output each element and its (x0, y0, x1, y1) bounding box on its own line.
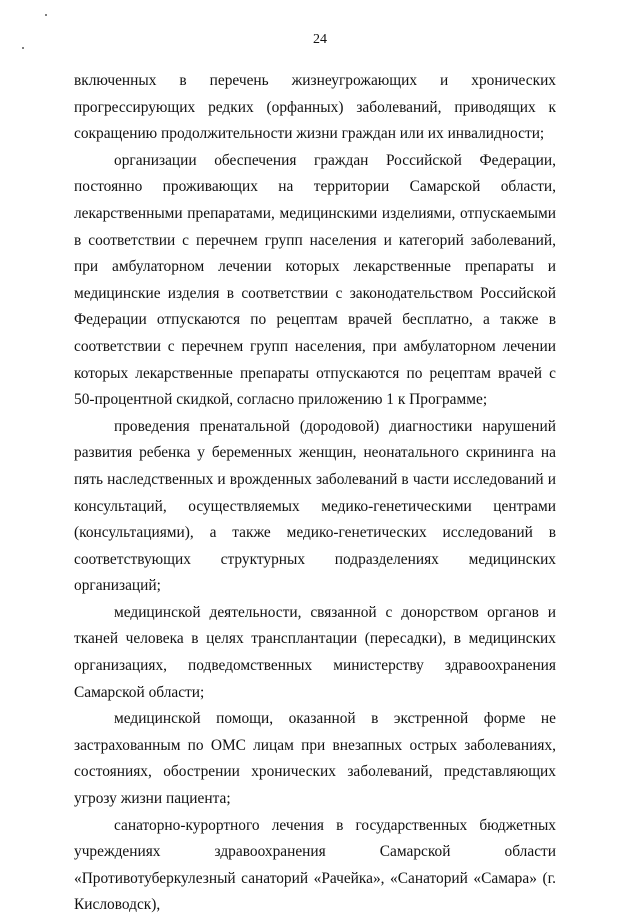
page-number: 24 (313, 32, 327, 47)
document-body (74, 68, 556, 919)
paragraph-prenatal-diagnostics: проведения пренатальной (дородовой) диагностики нарушений развития ребенка у беременных женщин, неонатального скрининга на пять наследственных и врожденных заболеваний в части исследований и консультаций, осуществляемых медико-генетическими центрами (консультациями), а также медико-генетических исследований в соответствующих структурных подразделениях медицинских организаций; (74, 417, 556, 595)
paragraph-organ-donation: медицинской деятельности, связанной с донорством органов и тканей человека в целях трансплантации (пересадки), в медицинских организациях, подведомственных министерству здравоохранения Самарской области; (74, 603, 556, 701)
paragraph-emergency-care: медицинской помощи, оказанной в экстренной форме не застрахованным по ОМС лицам при внезапных острых заболеваниях, состояниях, обострении хронических заболеваний, представляющих угрозу жизни пациента; (74, 710, 556, 808)
paragraph-continuation: включенных в перечень жизнеугрожающих и хронических прогрессирующих редких (орфанных) заболеваний, приводящих к сокращению продолжительности жизни граждан или их инвалидности; (74, 72, 556, 143)
paragraph-drug-provision: организации обеспечения граждан Российской Федерации, постоянно проживающих на территории Самарской области, лекарственными препаратами, медицинскими изделиями, отпускаемыми в соответствии с перечнем групп населения и категорий заболеваний, при амбулаторном лечении которых лекарственные препараты и медицинские изделия в соответствии с законодательством Российской Федерации отпускаются по рецептам врачей бесплатно, а также в соответствии с перечнем групп населения, при амбулаторном лечении которых лекарственные препараты отпускаются по рецептам врачей с 50-процентной скидкой, согласно приложению 1 к Программе; (74, 151, 556, 409)
scan-speck (45, 14, 47, 16)
paragraph-sanatorium-treatment: санаторно-курортного лечения в государственных бюджетных учреждениях здравоохранения Самарской области «Противотуберкулезный санаторий «Рачейка», «Санаторий «Самара» (г. Кисловодск), (74, 816, 556, 914)
